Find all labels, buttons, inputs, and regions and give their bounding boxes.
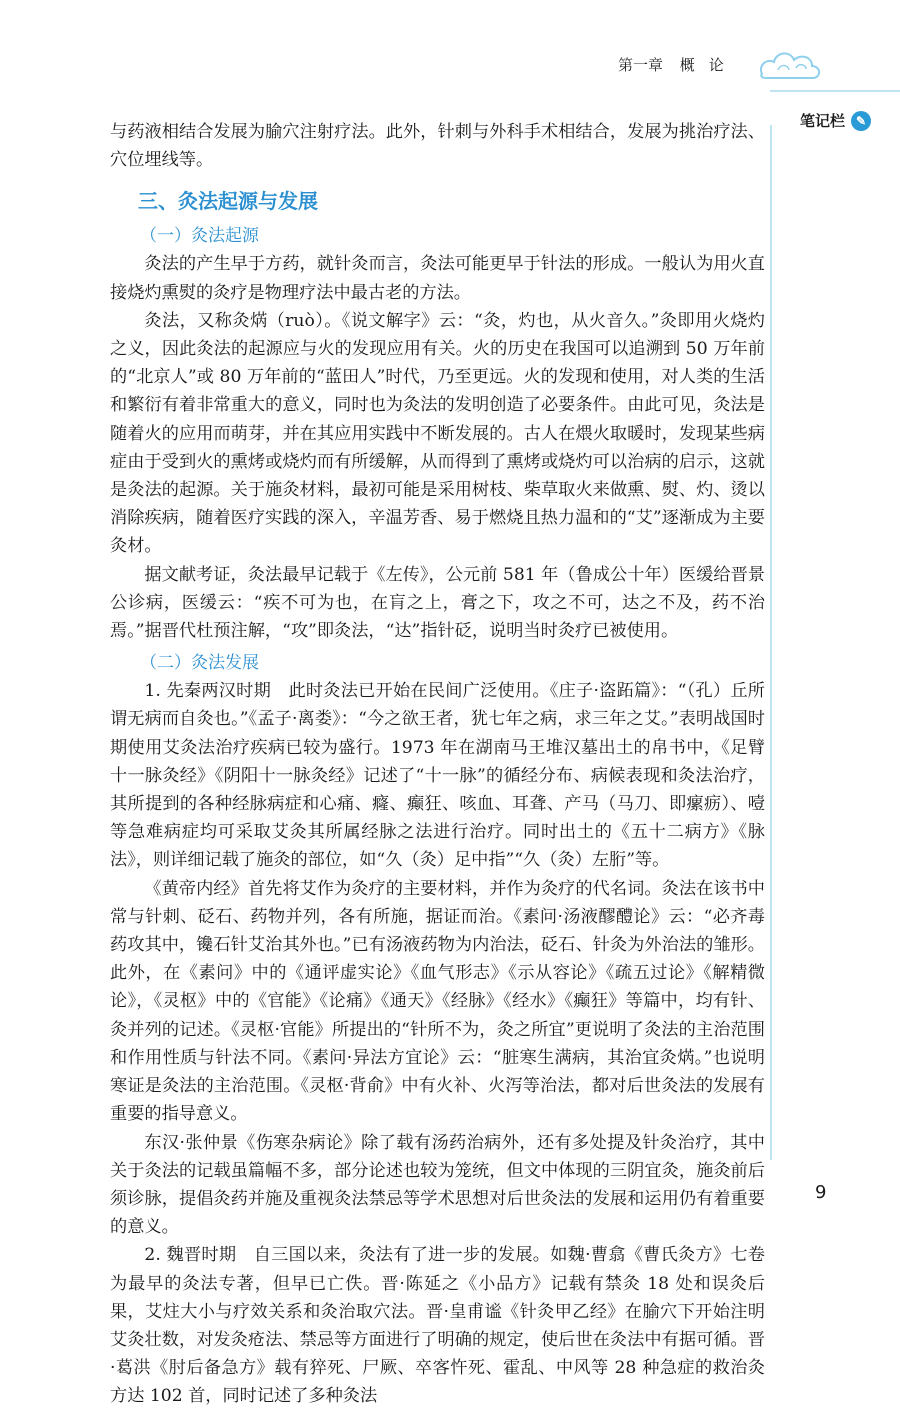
notes-column-label: [800, 110, 871, 131]
pencil-note-icon: ✎: [851, 111, 871, 131]
chapter-title: 概论: [679, 56, 738, 74]
subsection-heading: （二）灸法发展: [140, 653, 259, 674]
paragraph: 2. 魏晋时期 自三国以来，灸法有了进一步的发展。如魏·曹翕《曹氏灸方》七卷为最早的灸法专著，但早已亡佚。晋·陈延之《小品方》记载有禁灸 18 处和误灸后果，艾炷大小与疗效关系和灸治取穴法。晋·皇甫谧《针灸甲乙经》在腧穴下开始注明艾灸壮数，对发灸疮法、禁忌等方面进行了明确的规定，使后世在灸法中有据可循。晋·葛洪《肘后备急方》载有猝死、尸厥、卒客忤死、霍乱、中风等 28 种急症的救治灸方达 102 首，同时记述了多种灸法: [110, 1245, 765, 1407]
page-number: 9: [815, 1182, 827, 1203]
notes-label: 笔记栏: [800, 112, 846, 130]
page-body: [110, 118, 765, 1411]
subsection-heading: （一）灸法起源: [140, 226, 259, 247]
chapter-label: 第一章: [618, 56, 664, 74]
paragraph: 灸法的产生早于方药，就针灸而言，灸法可能更早于针法的形成。一般认为用火直接烧灼熏熨的灸疗是物理疗法中最古老的方法。: [110, 254, 765, 303]
paragraph: 东汉·张仲景《伤寒杂病论》除了载有汤药治病外，还有多处提及针灸治疗，其中关于灸法的记载虽篇幅不多，部分论述也较为笼统，但文中体现的三阴宜灸，施灸前后须诊脉，提倡灸药并施及重视灸法禁忌等学术思想对后世灸法的发展和运用仍有着重要的意义。: [110, 1132, 765, 1238]
paragraph: 《黄帝内经》首先将艾作为灸疗的主要材料，并作为灸疗的代名词。灸法在该书中常与针刺、砭石、药物并列，各有所施，据证而治。《素问·汤液醪醴论》云：“必齐毒药攻其中，镵石针艾治其外也。”已有汤液药物为内治法，砭石、针灸为外治法的雏形。此外，在《素问》中的《通评虚实论》《血气形志》《示从容论》《疏五过论》《解精微论》，《灵枢》中的《官能》《论痛》《通天》《经脉》《经水》《癫狂》等篇中，均有针、灸并列的记述。《灵枢·官能》所提出的“针所不为，灸之所宜”更说明了灸法的主治范围和作用性质与针法不同。《素问·异法方宜论》云：“脏寒生满病，其治宜灸焫。”也说明寒证是灸法的主治范围。《灵枢·背俞》中有火补、火泻等治法，都对后世灸法的发展有重要的指导意义。: [110, 878, 765, 1125]
cloud-ornament-icon: [756, 44, 826, 88]
margin-rule: [770, 125, 772, 1160]
paragraph: 与药液相结合发展为腧穴注射疗法。此外，针刺与外科手术相结合，发展为挑治疗法、穴位埋线等。: [110, 122, 765, 171]
margin-top-rule: [770, 90, 900, 92]
running-header: [618, 54, 738, 75]
paragraph: 1. 先秦两汉时期 此时灸法已开始在民间广泛使用。《庄子·盗跖篇》：“（孔）丘所谓无病而自灸也。”《孟子·离娄》：“今之欲王者，犹七年之病，求三年之艾。”表明战国时期使用艾灸法治疗疾病已较为盛行。1973 年在湖南马王堆汉墓出土的帛书中，《足臂十一脉灸经》《阴阳十一脉灸经》记述了“十一脉”的循经分布、病候表现和灸法治疗，其所提到的各种经脉病症和心痛、癃、癫狂、咳血、耳聋、产马（马刀、即瘰疬）、噎等急难病症均可采取艾灸其所属经脉之法进行治疗。同时出土的《五十二病方》《脉法》，则详细记载了施灸的部位，如“久（灸）足中指”“久（灸）左胻”等。: [110, 681, 765, 871]
paragraph: 据文献考证，灸法最早记载于《左传》，公元前 581 年（鲁成公十年）医缓给晋景公诊病，医缓云：“疾不可为也，在肓之上，膏之下，攻之不可，达之不及，药不治焉。”据晋代杜预注解，“攻”即灸法，“达”指针砭，说明当时灸疗已被使用。: [110, 564, 765, 642]
section-heading: 三、灸法起源与发展: [138, 189, 318, 214]
paragraph: 灸法，又称灸焫（ruò）。《说文解字》云：“灸，灼也，从火音久。”灸即用火烧灼之义，因此灸法的起源应与火的发现应用有关。火的历史在我国可以追溯到 50 万年前的“北京人”或 80 万年前的“蓝田人”时代，乃至更远。火的发现和使用，对人类的生活和繁衍有着非常重大的意义，同时也为灸法的发明创造了必要条件。由此可见，灸法是随着火的应用而萌芽，并在其应用实践中不断发展的。古人在煨火取暖时，发现某些病症由于受到火的熏烤或烧灼而有所缓解，从而得到了熏烤或烧灼可以治病的启示，这就是灸法的起源。关于施灸材料，最初可能是采用树枝、柴草取火来做熏、熨、灼、烫以消除疾病，随着医疗实践的深入，辛温芳香、易于燃烧且热力温和的“艾”逐渐成为主要灸材。: [110, 310, 765, 557]
